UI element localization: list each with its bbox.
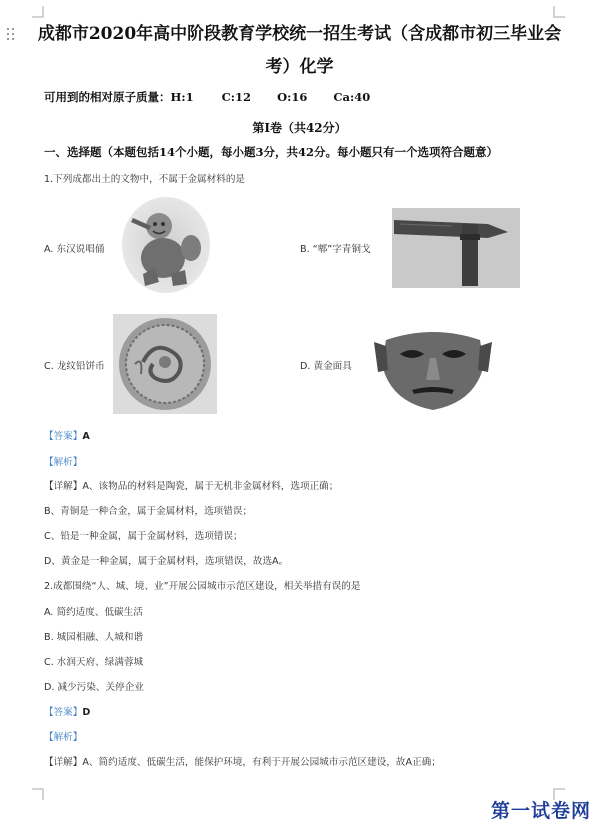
answer-tag: 【答案】 bbox=[44, 707, 83, 718]
question-1-stem: 1.下列成都出土的文物中，不属于金属材料的是 bbox=[44, 174, 246, 185]
answer-value: A bbox=[82, 431, 90, 442]
detail-tag: 【详解】 bbox=[44, 481, 83, 492]
q2-option-b: B. 城园相融、人城和谐 bbox=[44, 632, 144, 643]
dragon-coin-image bbox=[113, 314, 217, 414]
q1-option-c: C. 龙纹铅饼币 bbox=[44, 361, 105, 372]
atomic-mass-o: O:16 bbox=[277, 90, 308, 104]
q1-analysis-tag: 【解析】 bbox=[44, 457, 83, 468]
q1-detail-a bbox=[44, 478, 338, 492]
detail-a-text: A、该物品的材料是陶瓷，属于无机非金属材料，选项正确； bbox=[82, 481, 339, 492]
atomic-mass-label: 可用到的相对原子质量：H:1 bbox=[44, 90, 194, 104]
page-title-line1: 成都市2020年高中阶段教育学校统一招生考试（含成都市初三毕业会 bbox=[37, 24, 562, 44]
q1-answer bbox=[44, 428, 90, 442]
atomic-mass-line bbox=[44, 89, 370, 105]
q2-option-d: D. 减少污染、关停企业 bbox=[44, 682, 144, 693]
q1-detail-b: B、青铜是一种合金，属于金属材料，选项错误； bbox=[44, 506, 253, 517]
answer-value: D bbox=[82, 707, 91, 718]
q1-option-d: D. 黄金面具 bbox=[300, 361, 352, 372]
corner-mark-icon bbox=[32, 788, 44, 800]
q2-option-a: A. 简约适度、低碳生活 bbox=[44, 607, 143, 618]
q1-option-b: B. “郫”字青铜戈 bbox=[300, 244, 371, 255]
detail-tag: 【详解】 bbox=[44, 757, 83, 768]
q2-answer bbox=[44, 704, 90, 718]
corner-mark-icon bbox=[553, 6, 565, 18]
section-title: 第Ⅰ卷（共42分） bbox=[252, 121, 347, 135]
atomic-mass-ca: Ca:40 bbox=[333, 90, 371, 104]
part-title: 一、选择题（本题包括14个小题，每小题3分，共42分。每小题只有一个选项符合题意） bbox=[44, 145, 499, 159]
q1-detail-d: D、黄金是一种金属，属于金属材料，选项错误，故选A。 bbox=[44, 556, 289, 567]
q2-option-c: C. 水润天府、绿满蓉城 bbox=[44, 657, 144, 668]
site-watermark: 第一试卷网 bbox=[490, 800, 591, 822]
q1-detail-c: C、铅是一种金属，属于金属材料，选项错误； bbox=[44, 531, 243, 542]
page-title-line2: 考）化学 bbox=[265, 57, 334, 77]
figurine-image bbox=[121, 196, 211, 294]
gold-mask-image bbox=[372, 322, 494, 414]
bronze-dagger-axe-image bbox=[392, 208, 520, 288]
question-2-stem: 2.成都围绕“人、城、境、业”开展公园城市示范区建设，相关举措有误的是 bbox=[44, 581, 361, 592]
q2-analysis-tag: 【解析】 bbox=[44, 732, 83, 743]
detail-a-text: A、简约适度、低碳生活，能保护环境，有利于开展公园城市示范区建设，故A正确； bbox=[82, 757, 441, 768]
q2-detail-a bbox=[44, 754, 441, 768]
q1-option-a: A. 东汉说唱俑 bbox=[44, 244, 105, 255]
corner-mark-icon bbox=[32, 6, 44, 18]
atomic-mass-c: C:12 bbox=[221, 90, 252, 104]
answer-tag: 【答案】 bbox=[44, 431, 83, 442]
